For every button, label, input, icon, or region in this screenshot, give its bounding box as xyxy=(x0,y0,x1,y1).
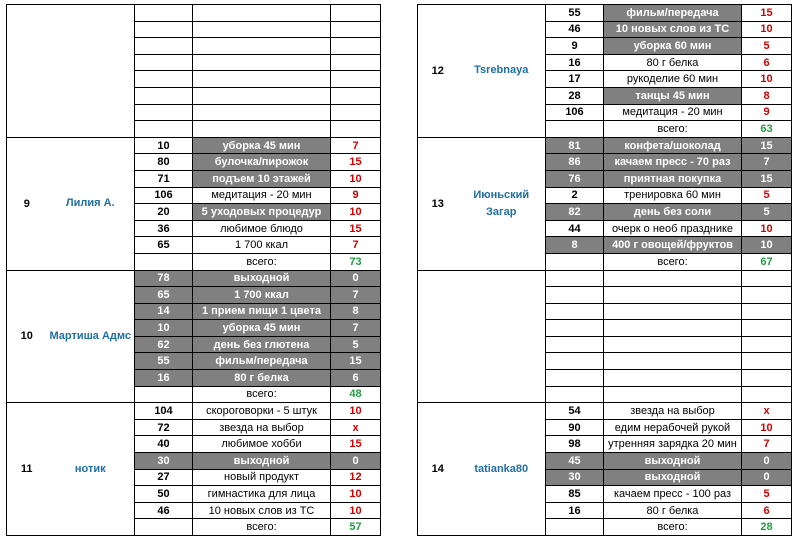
task-number: 106 xyxy=(135,187,193,204)
task-name: выходной xyxy=(604,453,742,470)
task-number: 85 xyxy=(546,486,604,503)
empty-cell xyxy=(546,386,604,403)
total-value: 67 xyxy=(742,253,792,270)
total-value: 48 xyxy=(331,386,381,403)
task-points: x xyxy=(331,419,381,436)
task-name: 1 700 ккал xyxy=(193,287,331,304)
task-points: 5 xyxy=(742,38,792,55)
task-points: 8 xyxy=(742,87,792,104)
task-name: выходной xyxy=(193,453,331,470)
task-name: 10 новых слов из ТС xyxy=(193,502,331,519)
task-points: 10 xyxy=(331,502,381,519)
task-points: 15 xyxy=(331,154,381,171)
left-score-table xyxy=(6,4,381,536)
task-number: 30 xyxy=(135,453,193,470)
task-name: любимое блюдо xyxy=(193,220,331,237)
empty-cell xyxy=(193,104,331,121)
empty-cell xyxy=(546,370,604,387)
task-number: 71 xyxy=(135,170,193,187)
task-points: 0 xyxy=(742,453,792,470)
empty-cell xyxy=(604,336,742,353)
task-name: скороговорки - 5 штук xyxy=(193,403,331,420)
task-points: 7 xyxy=(742,436,792,453)
empty-cell xyxy=(742,353,792,370)
task-points: 7 xyxy=(331,287,381,304)
task-name: 80 г белка xyxy=(604,502,742,519)
empty-cell xyxy=(604,303,742,320)
task-number: 2 xyxy=(546,187,604,204)
participant-number xyxy=(418,270,458,403)
total-value: 63 xyxy=(742,121,792,138)
task-name: новый продукт xyxy=(193,469,331,486)
task-number: 17 xyxy=(546,71,604,88)
task-number: 30 xyxy=(546,469,604,486)
task-number: 16 xyxy=(546,502,604,519)
task-points: 10 xyxy=(742,237,792,254)
task-number: 98 xyxy=(546,436,604,453)
empty-cell xyxy=(546,336,604,353)
table-row xyxy=(418,137,792,154)
task-number: 55 xyxy=(546,5,604,22)
task-number: 10 xyxy=(135,320,193,337)
task-name: 1 прием пищи 1 цвета xyxy=(193,303,331,320)
task-points: 10 xyxy=(331,403,381,420)
task-number: 36 xyxy=(135,220,193,237)
task-number: 46 xyxy=(546,21,604,38)
task-points: 6 xyxy=(742,502,792,519)
task-name: день без соли xyxy=(604,204,742,221)
empty-cell xyxy=(193,38,331,55)
empty-cell xyxy=(331,87,381,104)
total-label: всего: xyxy=(604,253,742,270)
participant-name xyxy=(458,270,546,403)
task-number: 14 xyxy=(135,303,193,320)
task-points: 10 xyxy=(331,486,381,503)
total-label: всего: xyxy=(193,253,331,270)
empty-cell xyxy=(193,71,331,88)
total-spacer xyxy=(546,253,604,270)
task-number: 90 xyxy=(546,419,604,436)
empty-cell xyxy=(546,270,604,287)
task-name: танцы 45 мин xyxy=(604,87,742,104)
total-label: всего: xyxy=(193,519,331,536)
task-number: 104 xyxy=(135,403,193,420)
empty-cell xyxy=(135,38,193,55)
participant-number: 10 xyxy=(7,270,47,403)
task-name: 1 700 ккал xyxy=(193,237,331,254)
task-name: приятная покупка xyxy=(604,170,742,187)
table-row xyxy=(7,5,381,22)
participant-number: 12 xyxy=(418,5,458,138)
task-number: 46 xyxy=(135,502,193,519)
task-number: 62 xyxy=(135,336,193,353)
total-label: всего: xyxy=(193,386,331,403)
empty-cell xyxy=(742,270,792,287)
participant-number: 11 xyxy=(7,403,47,536)
empty-cell xyxy=(742,303,792,320)
task-points: 15 xyxy=(742,5,792,22)
task-name: уборка 45 мин xyxy=(193,137,331,154)
task-name: фильм/передача xyxy=(193,353,331,370)
participant-number xyxy=(7,5,47,138)
task-points: 15 xyxy=(331,220,381,237)
task-points: 15 xyxy=(742,170,792,187)
task-points: 10 xyxy=(742,21,792,38)
table-row xyxy=(7,137,381,154)
empty-cell xyxy=(742,370,792,387)
empty-cell xyxy=(742,320,792,337)
empty-cell xyxy=(331,104,381,121)
empty-cell xyxy=(135,5,193,22)
task-points: 5 xyxy=(742,187,792,204)
task-number: 45 xyxy=(546,453,604,470)
task-name: булочка/пирожок xyxy=(193,154,331,171)
task-number: 81 xyxy=(546,137,604,154)
task-name: фильм/передача xyxy=(604,5,742,22)
task-number: 82 xyxy=(546,204,604,221)
task-points: 15 xyxy=(742,137,792,154)
task-name: рукоделие 60 мин xyxy=(604,71,742,88)
task-number: 10 xyxy=(135,137,193,154)
empty-cell xyxy=(135,104,193,121)
task-name: уборка 45 мин xyxy=(193,320,331,337)
empty-cell xyxy=(135,21,193,38)
empty-cell xyxy=(331,71,381,88)
task-points: 5 xyxy=(742,204,792,221)
task-points: 10 xyxy=(742,71,792,88)
task-number: 44 xyxy=(546,220,604,237)
empty-cell xyxy=(135,54,193,71)
empty-cell xyxy=(331,5,381,22)
task-number: 9 xyxy=(546,38,604,55)
total-label: всего: xyxy=(604,121,742,138)
empty-cell xyxy=(331,38,381,55)
task-name: едим нерабочей рукой xyxy=(604,419,742,436)
total-spacer xyxy=(135,519,193,536)
task-name: любимое хобби xyxy=(193,436,331,453)
empty-cell xyxy=(742,336,792,353)
empty-cell xyxy=(604,287,742,304)
empty-cell xyxy=(331,121,381,138)
task-name: медитация - 20 мин xyxy=(604,104,742,121)
task-points: 9 xyxy=(742,104,792,121)
task-points: 15 xyxy=(331,436,381,453)
task-points: 7 xyxy=(742,154,792,171)
table-row xyxy=(418,403,792,420)
task-points: 7 xyxy=(331,137,381,154)
task-number: 27 xyxy=(135,469,193,486)
task-name: звезда на выбор xyxy=(604,403,742,420)
task-name: качаем пресс - 100 раз xyxy=(604,486,742,503)
participant-name: нотик xyxy=(47,403,135,536)
task-number: 40 xyxy=(135,436,193,453)
task-name: качаем пресс - 70 раз xyxy=(604,154,742,171)
empty-cell xyxy=(546,353,604,370)
task-points: 0 xyxy=(742,469,792,486)
table-row xyxy=(418,270,792,287)
task-name: очерк о необ празднике xyxy=(604,220,742,237)
task-number: 72 xyxy=(135,419,193,436)
task-number: 28 xyxy=(546,87,604,104)
total-value: 73 xyxy=(331,253,381,270)
task-name: медитация - 20 мин xyxy=(193,187,331,204)
task-points: 10 xyxy=(331,170,381,187)
task-number: 86 xyxy=(546,154,604,171)
task-points: 10 xyxy=(742,220,792,237)
task-name: подъем 10 этажей xyxy=(193,170,331,187)
task-name: 80 г белка xyxy=(604,54,742,71)
table-row xyxy=(7,270,381,287)
empty-cell xyxy=(546,303,604,320)
empty-cell xyxy=(546,287,604,304)
total-spacer xyxy=(546,121,604,138)
empty-cell xyxy=(604,370,742,387)
task-name: утренняя зарядка 20 мин xyxy=(604,436,742,453)
task-name: уборка 60 мин xyxy=(604,38,742,55)
task-number: 78 xyxy=(135,270,193,287)
total-value: 28 xyxy=(742,519,792,536)
task-points: 7 xyxy=(331,320,381,337)
task-name: тренировка 60 мин xyxy=(604,187,742,204)
empty-cell xyxy=(193,21,331,38)
participant-name xyxy=(47,5,135,138)
empty-cell xyxy=(604,353,742,370)
task-points: 6 xyxy=(742,54,792,71)
task-points: 10 xyxy=(742,419,792,436)
table-row xyxy=(7,403,381,420)
task-number: 106 xyxy=(546,104,604,121)
task-number: 65 xyxy=(135,237,193,254)
task-number: 65 xyxy=(135,287,193,304)
empty-cell xyxy=(331,21,381,38)
task-number: 76 xyxy=(546,170,604,187)
empty-cell xyxy=(604,270,742,287)
task-number: 54 xyxy=(546,403,604,420)
task-name: выходной xyxy=(193,270,331,287)
table-row xyxy=(418,5,792,22)
empty-cell xyxy=(742,287,792,304)
task-name: выходной xyxy=(604,469,742,486)
total-label: всего: xyxy=(604,519,742,536)
empty-cell xyxy=(193,87,331,104)
empty-cell xyxy=(604,386,742,403)
task-name: день без глютена xyxy=(193,336,331,353)
empty-cell xyxy=(604,320,742,337)
task-number: 16 xyxy=(135,370,193,387)
task-name: 5 уходовых процедур xyxy=(193,204,331,221)
total-value: 57 xyxy=(331,519,381,536)
task-name: 400 г овощей/фруктов xyxy=(604,237,742,254)
task-points: 5 xyxy=(742,486,792,503)
participant-name: Июньский Загар xyxy=(458,137,546,270)
task-name: 10 новых слов из ТС xyxy=(604,21,742,38)
empty-cell xyxy=(135,71,193,88)
empty-cell xyxy=(135,87,193,104)
participant-number: 14 xyxy=(418,403,458,536)
empty-cell xyxy=(193,5,331,22)
task-points: 10 xyxy=(331,204,381,221)
task-number: 55 xyxy=(135,353,193,370)
task-points: 12 xyxy=(331,469,381,486)
participant-name: Мартиша Адмс xyxy=(47,270,135,403)
total-spacer xyxy=(135,253,193,270)
task-name: 80 г белка xyxy=(193,370,331,387)
empty-cell xyxy=(135,121,193,138)
task-number: 20 xyxy=(135,204,193,221)
participant-number: 9 xyxy=(7,137,47,270)
task-points: x xyxy=(742,403,792,420)
participant-name: Лилия А. xyxy=(47,137,135,270)
empty-cell xyxy=(331,54,381,71)
task-number: 50 xyxy=(135,486,193,503)
task-name: гимнастика для лица xyxy=(193,486,331,503)
task-points: 6 xyxy=(331,370,381,387)
task-points: 5 xyxy=(331,336,381,353)
task-points: 7 xyxy=(331,237,381,254)
participant-number: 13 xyxy=(418,137,458,270)
participant-name: tatianka80 xyxy=(458,403,546,536)
right-score-table xyxy=(417,4,792,536)
task-points: 9 xyxy=(331,187,381,204)
task-number: 16 xyxy=(546,54,604,71)
participant-name: Tsrebnaya xyxy=(458,5,546,138)
task-name: звезда на выбор xyxy=(193,419,331,436)
empty-cell xyxy=(193,54,331,71)
task-points: 0 xyxy=(331,453,381,470)
task-number: 80 xyxy=(135,154,193,171)
empty-cell xyxy=(193,121,331,138)
task-points: 8 xyxy=(331,303,381,320)
total-spacer xyxy=(135,386,193,403)
total-spacer xyxy=(546,519,604,536)
empty-cell xyxy=(546,320,604,337)
empty-cell xyxy=(742,386,792,403)
task-name: конфета/шоколад xyxy=(604,137,742,154)
task-points: 0 xyxy=(331,270,381,287)
task-number: 8 xyxy=(546,237,604,254)
task-points: 15 xyxy=(331,353,381,370)
